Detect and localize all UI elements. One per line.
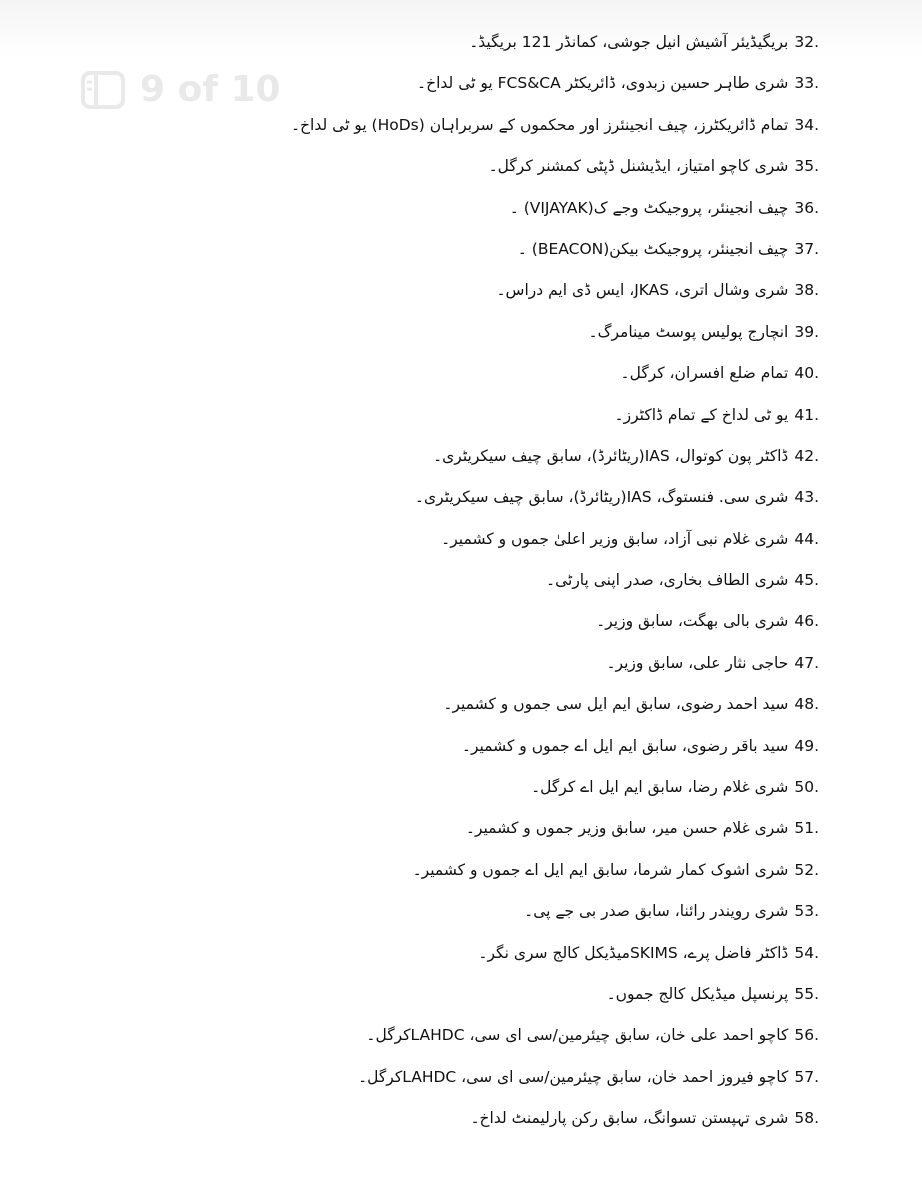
list-item bbox=[0, 1057, 922, 1098]
list-item bbox=[0, 436, 922, 477]
item-number: 46. bbox=[794, 612, 819, 631]
item-text: شری غلام نبی آزاد، سابق وزیر اعلیٰ جموں و کشمیر۔ bbox=[441, 529, 789, 548]
item-text: سید باقر رضوی، سابق ایم ایل اے جموں و کشمیر۔ bbox=[461, 736, 789, 755]
item-number: 50. bbox=[794, 778, 819, 797]
list-item bbox=[0, 684, 922, 725]
item-text: شری الطاف بخاری، صدر اپنی پارٹی۔ bbox=[546, 571, 789, 590]
item-text: چیف انجینئر، پروجیکٹ بیکن(BEACON) ۔ bbox=[517, 239, 789, 258]
item-number: 43. bbox=[794, 488, 819, 507]
list-item bbox=[0, 229, 922, 270]
item-text: شری کاچو امتیاز، ایڈیشنل ڈپٹی کمشنر کرگل۔ bbox=[488, 157, 789, 176]
item-text: شری بالی بھگت، سابق وزیر۔ bbox=[596, 612, 789, 631]
item-number: 49. bbox=[794, 736, 819, 755]
list-item bbox=[0, 808, 922, 849]
item-number: 58. bbox=[794, 1109, 819, 1128]
item-text: ڈاکٹر فاضل پرے، SKIMSمیڈیکل کالج سری نگر۔ bbox=[478, 943, 789, 962]
list-item bbox=[0, 891, 922, 932]
item-text: شری رویندر رائنا، سابق صدر بی جے پی۔ bbox=[524, 902, 789, 921]
item-number: 47. bbox=[794, 653, 819, 672]
item-number: 56. bbox=[794, 1026, 819, 1045]
item-text: شری تہپستن تسوانگ، سابق رکن پارلیمنٹ لداخ۔ bbox=[470, 1109, 789, 1128]
item-text: کاچو فیروز احمد خان، سابق چیئرمین/سی ای سی، LAHDCکرگل۔ bbox=[358, 1067, 789, 1086]
item-text: چیف انجینئر، پروجیکٹ وجے ک(VIJAYAK) ۔ bbox=[509, 198, 789, 217]
list-item bbox=[0, 395, 922, 436]
item-text: شری اشوک کمار شرما، سابق ایم ایل اے جموں و کشمیر۔ bbox=[412, 860, 789, 879]
item-number: 45. bbox=[794, 571, 819, 590]
item-number: 42. bbox=[794, 446, 819, 465]
item-text: یو ٹی لداخ کے تمام ڈاکٹرز۔ bbox=[614, 405, 789, 424]
item-number: 38. bbox=[794, 281, 819, 300]
list-item bbox=[0, 188, 922, 229]
item-number: 37. bbox=[794, 239, 819, 258]
item-text: انچارج پولیس پوسٹ مینامرگ۔ bbox=[588, 322, 789, 341]
list-item bbox=[0, 850, 922, 891]
item-number: 39. bbox=[794, 322, 819, 341]
item-text: بریگیڈیئر آشیش انیل جوشی، کمانڈر 121 بریگیڈ۔ bbox=[469, 33, 789, 51]
item-number: 41. bbox=[794, 405, 819, 424]
page-count-label: 9 of 10 bbox=[140, 69, 281, 110]
item-number: 53. bbox=[794, 902, 819, 921]
item-number: 36. bbox=[794, 198, 819, 217]
item-text: تمام ضلع افسران، کرگل۔ bbox=[620, 364, 789, 383]
list-item bbox=[0, 477, 922, 518]
item-text: شری وشال اتری، JKAS، ایس ڈی ایم دراس۔ bbox=[496, 281, 789, 300]
list-item bbox=[0, 270, 922, 311]
item-text: پرنسپل میڈیکل کالج جموں۔ bbox=[606, 984, 789, 1003]
list-item bbox=[0, 1015, 922, 1056]
item-text: شری سی. فنستوگ، IAS(ریٹائرڈ)، سابق چیف سیکریٹری۔ bbox=[414, 488, 789, 507]
item-text: ڈاکٹر پون کوتوال، IAS(ریٹائرڈ)، سابق چیف سیکریٹری۔ bbox=[433, 446, 789, 465]
list-item bbox=[0, 933, 922, 974]
item-text: سید احمد رضوی، سابق ایم ایل سی جموں و کشمیر۔ bbox=[443, 695, 789, 714]
item-number: 40. bbox=[794, 364, 819, 383]
list-item bbox=[0, 601, 922, 642]
list-item bbox=[0, 560, 922, 601]
list-item bbox=[0, 22, 922, 63]
item-number: 34. bbox=[794, 115, 819, 134]
item-text: حاجی نثار علی، سابق وزیر۔ bbox=[606, 653, 789, 672]
item-number: 44. bbox=[794, 529, 819, 548]
item-number: 32. bbox=[794, 33, 819, 51]
item-number: 55. bbox=[794, 984, 819, 1003]
item-text: شری غلام رضا، سابق ایم ایل اے کرگل۔ bbox=[531, 778, 789, 797]
item-text: شری غلام حسن میر، سابق وزیر جموں و کشمیر۔ bbox=[465, 819, 789, 838]
item-number: 57. bbox=[794, 1067, 819, 1086]
list-item bbox=[0, 974, 922, 1015]
list-item bbox=[0, 1098, 922, 1139]
list-item bbox=[0, 146, 922, 187]
item-text: تمام ڈائریکٹرز، چیف انجینئرز اور محکموں کے سربراہان (HoDs) یو ٹی لداخ۔ bbox=[290, 115, 789, 134]
item-number: 48. bbox=[794, 695, 819, 714]
recipient-list bbox=[0, 22, 922, 1140]
item-number: 35. bbox=[794, 157, 819, 176]
list-item bbox=[0, 767, 922, 808]
list-item bbox=[0, 63, 922, 104]
list-item bbox=[0, 643, 922, 684]
list-item bbox=[0, 353, 922, 394]
item-text: کاچو احمد علی خان، سابق چیئرمین/سی ای سی، LAHDCکرگل۔ bbox=[366, 1026, 789, 1045]
item-number: 33. bbox=[794, 74, 819, 93]
list-item bbox=[0, 105, 922, 146]
item-text: شری طاہر حسین زبدوی، ڈائریکٹر FCS&CA یو ٹی لداخ۔ bbox=[417, 74, 789, 93]
list-item bbox=[0, 726, 922, 767]
item-number: 51. bbox=[794, 819, 819, 838]
list-item bbox=[0, 312, 922, 353]
item-number: 54. bbox=[794, 943, 819, 962]
list-item bbox=[0, 519, 922, 560]
item-number: 52. bbox=[794, 860, 819, 879]
